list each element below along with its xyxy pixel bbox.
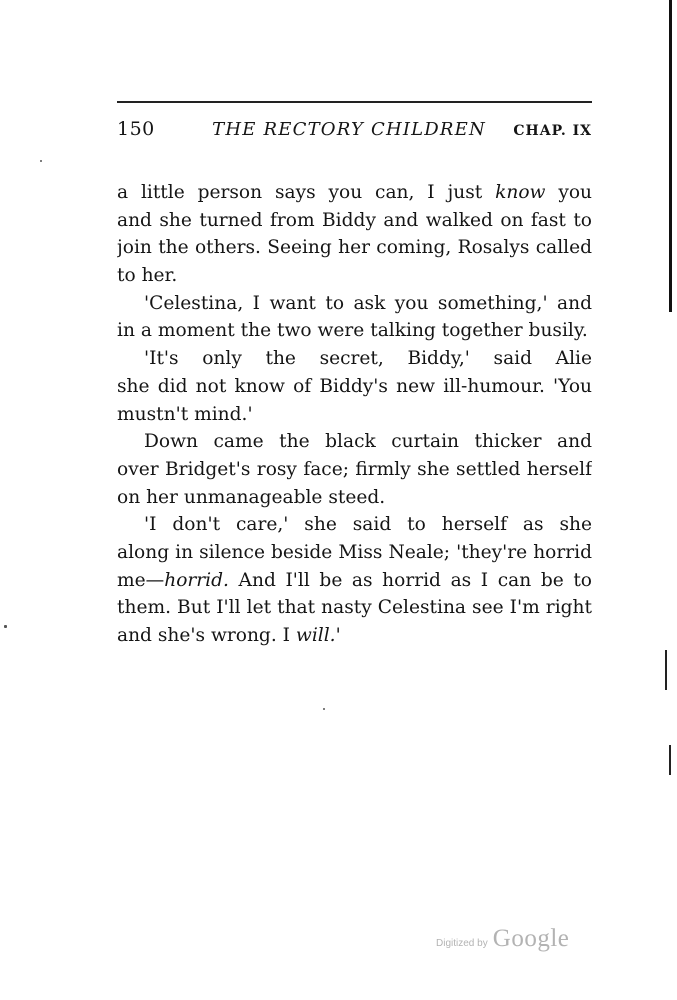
digitized-watermark [436, 925, 569, 953]
text-line: and she turned from Biddy and walked on fast to [117, 209, 592, 231]
page-body [117, 179, 592, 650]
scan-speck [40, 160, 42, 162]
text-line: along in silence beside Miss Neale; 'they're horrid [117, 542, 592, 563]
text-line: a little person says you can, I just know you [117, 182, 592, 203]
text-line: 'Celestina, I want to ask you something,' and [144, 292, 592, 314]
paragraph-5 [117, 511, 592, 649]
paragraph-3 [117, 345, 592, 428]
paragraph-4 [117, 428, 592, 511]
text-line: and she's wrong. I will.' [117, 625, 341, 647]
text-line: 'It's only the secret, Biddy,' said Alie [144, 348, 592, 370]
running-title: THE RECTORY CHILDREN [212, 119, 486, 140]
text-line: in a moment the two were talking together busily. [117, 320, 588, 342]
text-line: join the others. Seeing her coming, Rosalys called [117, 237, 592, 259]
text-line: she did not know of Biddy's new ill-humour. 'You [117, 375, 592, 397]
scan-edge-bar [669, 0, 672, 312]
text-line: 'I don't care,' she said to herself as she [144, 514, 592, 536]
google-logo: Google [492, 925, 570, 952]
text-line: them. But I'll let that nasty Celestina see I'm right [117, 597, 592, 619]
paragraph-2 [117, 290, 592, 345]
page-number: 150 [117, 118, 155, 140]
text-line: over Bridget's rosy face; firmly she settled herself [117, 458, 592, 480]
scan-edge-mark [669, 745, 671, 775]
text-line: to her. [117, 265, 178, 287]
text-line: Down came the black curtain thicker and [144, 431, 592, 453]
watermark-prefix: Digitized by [436, 938, 488, 949]
scan-edge-mark [665, 650, 667, 690]
text-line: me—horrid. And I'll be as horrid as I can be to [117, 569, 592, 591]
text-line: on her unmanageable steed. [117, 486, 386, 508]
header-rule [117, 101, 592, 103]
text-line: mustn't mind.' [117, 403, 253, 425]
running-header [117, 118, 592, 148]
scan-speck [323, 708, 325, 710]
chapter-label: CHAP. IX [513, 123, 592, 139]
scan-speck [4, 625, 7, 628]
paragraph-1 [117, 179, 592, 290]
